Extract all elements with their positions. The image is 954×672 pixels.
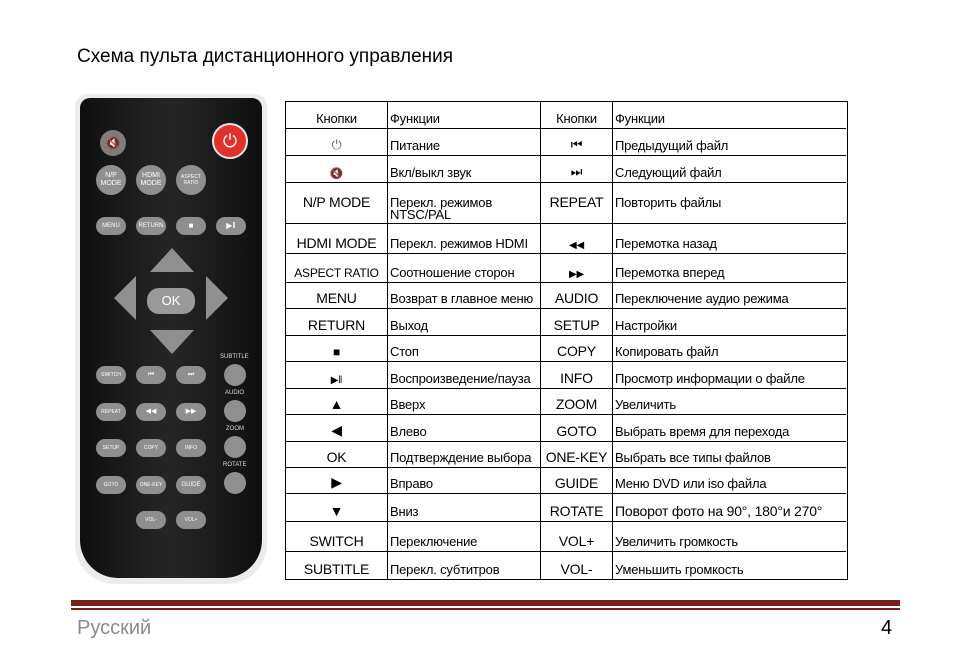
header-functions: Функции [612, 102, 846, 128]
function-cell: Соотношение сторон [387, 254, 540, 282]
zoom-label: ZOOM [226, 426, 244, 432]
right-arrow-icon [206, 276, 228, 320]
function-cell: Выбрать все типы файлов [612, 442, 846, 467]
previous-icon: ⏮ [136, 366, 166, 384]
return-button: RETURN [136, 217, 166, 235]
header-buttons: Кнопки [316, 111, 357, 126]
function-cell: Увеличить [612, 389, 846, 414]
button-cell: REPEAT [540, 183, 612, 223]
button-cell: COPY [540, 336, 612, 361]
table-row [286, 282, 846, 308]
np-mode-button: N/P MODE [96, 165, 126, 195]
audio-label: AUDIO [225, 390, 245, 396]
table-row [286, 493, 846, 521]
function-cell: Подтверждение выбора [387, 442, 540, 467]
function-cell: Выход [387, 309, 540, 335]
table-row [286, 361, 846, 388]
down-arrow-icon: ▼ [329, 503, 344, 519]
function-cell: Возврат в главное меню [387, 283, 540, 308]
table-row [286, 155, 846, 182]
function-cell: Следующий файл [612, 156, 846, 182]
footer-rule-thin [71, 608, 900, 610]
function-cell: Меню DVD или iso файла [612, 468, 846, 493]
vol-plus-button: VOL+ [176, 511, 206, 529]
guide-button: GUIDE [176, 476, 206, 494]
table-row [286, 551, 846, 579]
function-cell: Перекл. режимов NTSC/PAL [387, 183, 540, 223]
play-pause-icon: ▶‖ [216, 217, 246, 235]
button-cell: ROTATE [540, 494, 612, 521]
function-cell: Переключение [387, 522, 540, 551]
right-arrow-icon: ▶ [331, 474, 342, 490]
function-cell: Перекл. субтитров [387, 552, 540, 579]
function-cell: Воспроизведение/пауза [387, 362, 540, 388]
button-cell: RETURN [307, 317, 366, 333]
table-row [286, 223, 846, 253]
previous-icon: ⏮ [540, 129, 612, 155]
table-row [286, 253, 846, 282]
ok-button: OK [147, 288, 195, 314]
function-cell: Предыдущий файл [612, 129, 846, 155]
function-cell: Влево [387, 415, 540, 441]
down-arrow-icon [150, 330, 194, 354]
button-cell: ONE-KEY [540, 442, 612, 467]
function-cell: Настройки [612, 309, 846, 335]
setup-button: SETUP [96, 439, 126, 457]
footer-rule [71, 600, 900, 606]
table-row [286, 467, 846, 493]
goto-button: GOTO [96, 476, 126, 494]
table-row [286, 335, 846, 361]
rotate-label: ROTATE [223, 462, 247, 468]
fast-forward-icon: ▶▶ [540, 254, 612, 282]
function-cell: Вниз [387, 494, 540, 521]
page-title: Схема пульта дистанционного управления [77, 46, 454, 67]
button-cell: ZOOM [540, 389, 612, 414]
switch-button: SWITCH [96, 366, 126, 384]
footer-language: Русский [77, 617, 152, 639]
function-cell: Переключение аудио режима [612, 283, 846, 308]
next-icon: ⏭ [540, 156, 612, 182]
power-icon: ⏻ [331, 137, 342, 152]
button-cell: HDMI MODE [296, 235, 377, 251]
table-row [286, 128, 846, 155]
subtitle-label: SUBTITLE [220, 354, 249, 360]
table-row [286, 441, 846, 467]
function-cell: Выбрать время для перехода [612, 415, 846, 441]
vol-minus-button: VOL- [136, 511, 166, 529]
subtitle-button [224, 364, 246, 386]
button-cell: VOL+ [540, 522, 612, 551]
function-cell: Просмотр информации о файле [612, 362, 846, 388]
function-cell: Вкл/выкл звук [387, 156, 540, 182]
power-icon: ⏻ [212, 123, 248, 159]
function-cell: Повторить файлы [612, 183, 846, 223]
function-cell: Вправо [387, 468, 540, 493]
fast-forward-icon: ▶▶ [176, 403, 206, 421]
button-cell: VOL- [540, 552, 612, 579]
button-cell: ASPECT RATIO [294, 266, 379, 280]
zoom-button [224, 436, 246, 458]
menu-button: MENU [96, 217, 126, 235]
rotate-button [224, 472, 246, 494]
left-arrow-icon: ◀ [331, 422, 342, 438]
remote-control-illustration [75, 94, 267, 584]
function-cell: Перекл. режимов HDMI [387, 224, 540, 253]
up-arrow-icon: ▲ [329, 396, 344, 412]
repeat-button: REPEAT [96, 403, 126, 421]
page-number: 4 [881, 617, 893, 639]
aspect-ratio-button: ASPECT RATIO [176, 165, 206, 195]
function-cell: Вверх [387, 389, 540, 414]
button-cell: N/P MODE [302, 194, 371, 210]
function-cell: Уменьшить громкость [612, 552, 846, 579]
table-row [286, 414, 846, 441]
function-cell: Увеличить громкость [612, 522, 846, 551]
function-cell: Перемотка вперед [612, 254, 846, 282]
function-cell: Стоп [387, 336, 540, 361]
function-cell: Копировать файл [612, 336, 846, 361]
button-cell: GUIDE [540, 468, 612, 493]
table-row [286, 182, 846, 223]
play-pause-icon: ▶‖ [330, 375, 343, 386]
button-cell: SETUP [540, 309, 612, 335]
remote-body [80, 98, 262, 578]
function-cell: Питание [387, 129, 540, 155]
rewind-icon: ◀◀ [136, 403, 166, 421]
table-row [286, 521, 846, 551]
button-cell: SUBTITLE [303, 561, 370, 577]
left-arrow-icon [114, 276, 136, 320]
one-key-button: ONE-KEY [136, 476, 166, 494]
table-row [286, 308, 846, 335]
next-icon: ⏭ [176, 366, 206, 384]
stop-icon: ■ [332, 345, 341, 359]
audio-button [224, 400, 246, 422]
button-functions-table [285, 101, 848, 580]
function-cell: Поворот фото на 90°, 180°и 270° [612, 494, 846, 521]
header-buttons: Кнопки [540, 102, 612, 128]
button-cell: GOTO [540, 415, 612, 441]
copy-button: COPY [136, 439, 166, 457]
button-cell: OK [326, 449, 347, 465]
mute-icon: 🔇 [329, 168, 344, 180]
table-row [286, 388, 846, 414]
button-cell: MENU [316, 290, 357, 306]
stop-icon: ■ [176, 217, 206, 235]
button-cell: AUDIO [540, 283, 612, 308]
rewind-icon: ◀◀ [540, 224, 612, 253]
header-functions: Функции [387, 102, 540, 128]
hdmi-mode-button: HDMI MODE [136, 165, 166, 195]
function-cell: Перемотка назад [612, 224, 846, 253]
up-arrow-icon [150, 248, 194, 272]
button-cell: SWITCH [309, 533, 364, 549]
table-header-row [286, 102, 846, 128]
button-cell: INFO [540, 362, 612, 388]
info-button: INFO [176, 439, 206, 457]
mute-icon: 🔇 [100, 130, 126, 156]
